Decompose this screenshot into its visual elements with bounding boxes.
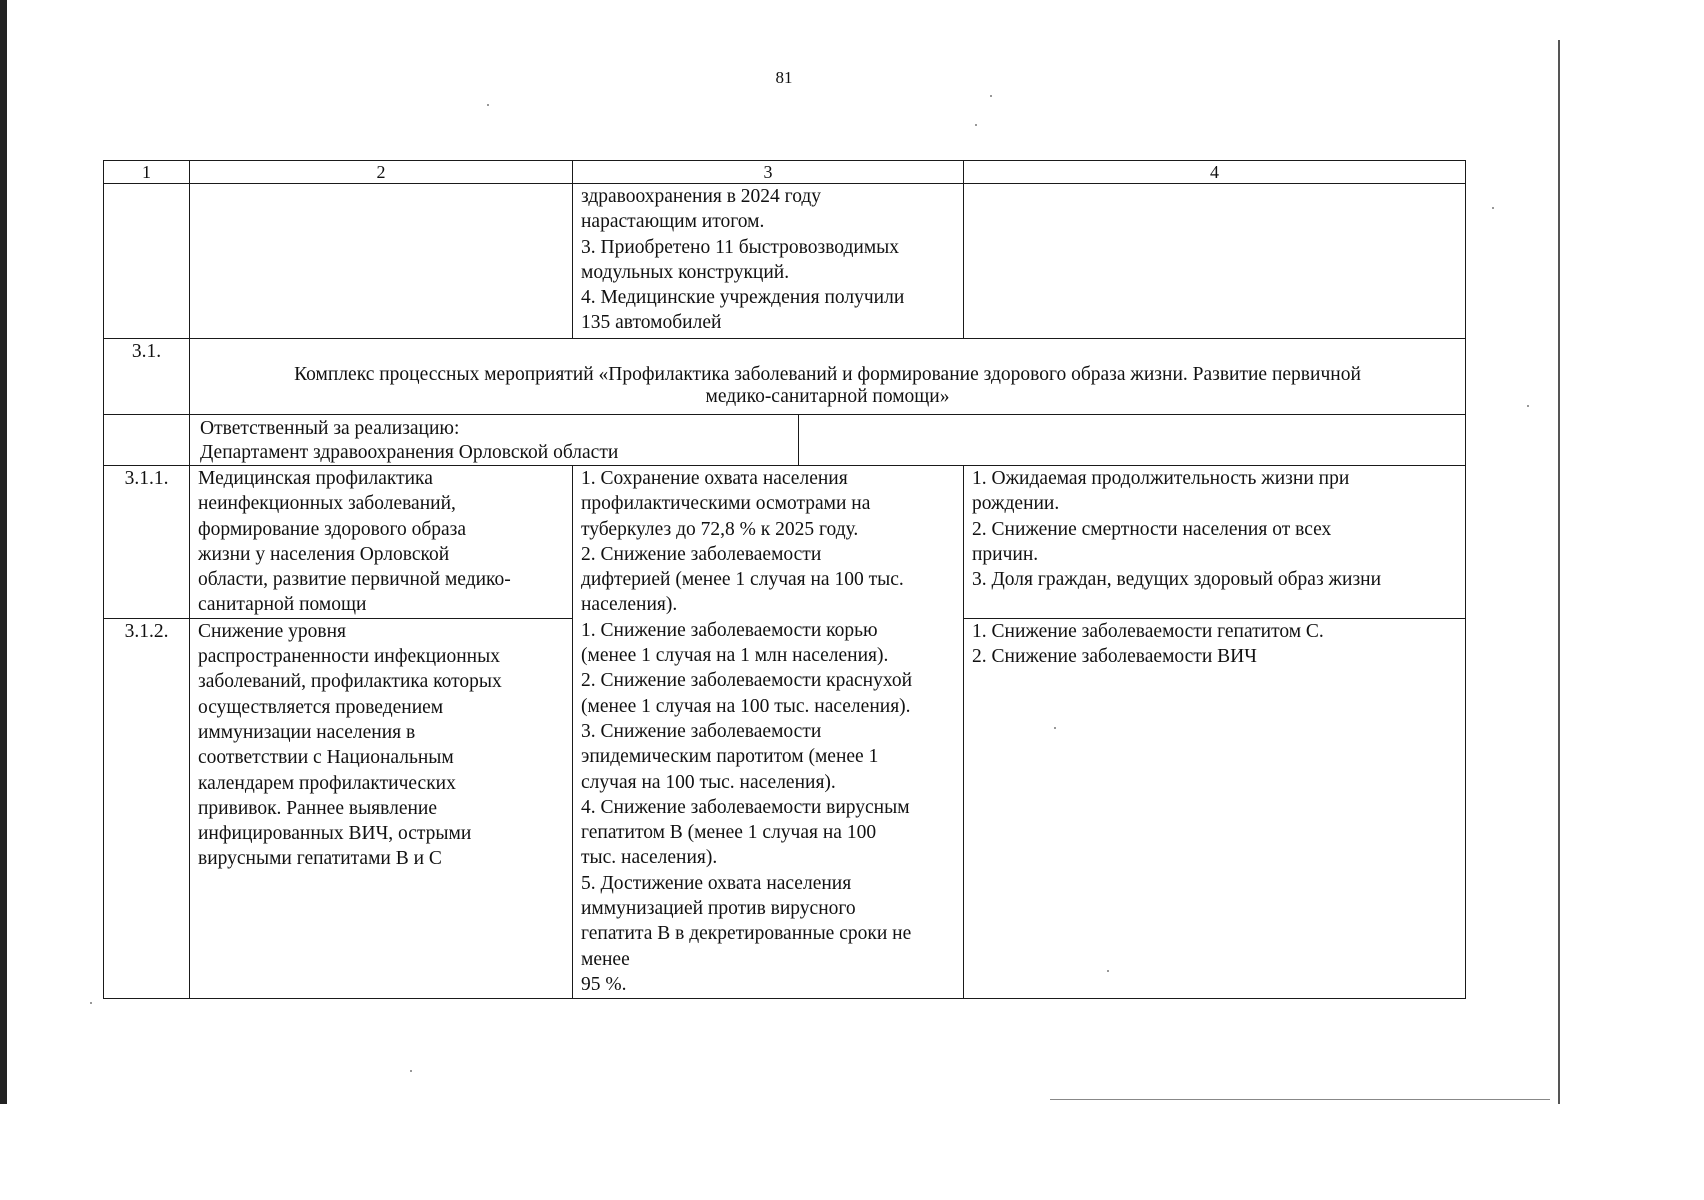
measures-table	[103, 160, 1466, 999]
text-line: дифтерией (менее 1 случая на 100 тыс.	[581, 569, 904, 591]
scan-speck	[990, 95, 992, 97]
scan-speck	[1527, 405, 1529, 407]
responsible-label	[190, 415, 799, 465]
row-number-3-1-2: 3.1.2.	[104, 618, 190, 998]
text-line: 5. Достижение охвата населения	[581, 872, 852, 894]
table-row-section	[104, 339, 1466, 415]
text-line: осуществляется проведением	[198, 696, 444, 718]
cell-continuation-name	[190, 184, 573, 339]
table-row-continuation	[104, 184, 1466, 339]
table-header-row	[104, 161, 1466, 184]
text-line: 4. Снижение заболеваемости вирусным	[581, 796, 910, 818]
text-line: 3. Приобретено 11 быстровозводимых	[581, 236, 900, 258]
text-line: менее	[581, 948, 630, 970]
responsible-line-1: Ответственный за реализацию:	[200, 418, 460, 439]
text-line: 95 %.	[581, 973, 627, 995]
text-line: вирусными гепатитами В и С	[198, 848, 442, 870]
text-line: гепатита В в декретированные сроки не	[581, 923, 912, 945]
cell-3-1-results-merged	[573, 466, 964, 999]
header-col-1: 1	[104, 161, 190, 184]
table-row-responsible	[104, 415, 1466, 466]
cell-3-1-1-indicators	[964, 466, 1466, 619]
scan-speck	[975, 124, 977, 126]
text-line: санитарной помощи	[198, 594, 367, 616]
text-line: соответствии с Национальным	[198, 747, 454, 769]
header-col-4: 4	[964, 161, 1466, 184]
text-line: 1. Ожидаемая продолжительность жизни при	[972, 468, 1350, 489]
scan-speck	[1492, 207, 1494, 209]
text-line: неинфекционных заболеваний,	[198, 493, 456, 515]
text-line: рождении.	[972, 493, 1060, 515]
table-row-3-1-1	[104, 466, 1466, 619]
cell-responsible-num	[104, 415, 190, 466]
text-line: Снижение уровня	[198, 620, 347, 642]
text-line: 2. Снижение смертности населения от всех	[972, 518, 1332, 540]
header-col-3: 3	[573, 161, 964, 184]
text-line: 1. Снижение заболеваемости корью	[581, 619, 878, 641]
cell-3-1-2-name	[190, 618, 573, 998]
text-line: 2. Снижение заболеваемости	[581, 543, 822, 565]
text-line: иммунизации населения в	[198, 721, 416, 743]
text-line: профилактическими осмотрами на	[581, 493, 871, 515]
text-line: гепатитом В (менее 1 случая на 100	[581, 822, 877, 844]
scan-speck	[487, 104, 489, 106]
text-line: нарастающим итогом.	[581, 211, 765, 233]
scan-edge-right	[1558, 40, 1560, 1104]
text-line: инфицированных ВИЧ, острыми	[198, 823, 472, 845]
text-line: здравоохранения в 2024 году	[581, 186, 822, 207]
cell-continuation-num	[104, 184, 190, 339]
text-line: (менее 1 случая на 1 млн населения).	[581, 645, 889, 667]
text-line: 1. Снижение заболеваемости гепатитом С.	[972, 620, 1324, 642]
cell-continuation-indicators	[964, 184, 1466, 339]
text-line: календарем профилактических	[198, 772, 456, 794]
section-title	[190, 339, 1466, 415]
cell-continuation-results	[573, 184, 964, 339]
text-line: 1. Сохранение охвата населения	[581, 468, 848, 489]
text-line: жизни у населения Орловской	[198, 543, 450, 565]
section-title-line-2: медико-санитарной помощи»	[705, 386, 950, 407]
text-line: причин.	[972, 543, 1039, 565]
text-line: случая на 100 тыс. населения).	[581, 771, 836, 793]
text-line: иммунизацией против вирусного	[581, 898, 856, 920]
text-line: формирование здорового образа	[198, 518, 467, 540]
row-number-3-1-1: 3.1.1.	[104, 466, 190, 619]
text-line: 3. Доля граждан, ведущих здоровый образ жизни	[972, 569, 1382, 591]
page-number: 81	[775, 68, 793, 87]
responsible-cell	[190, 415, 1466, 466]
scan-edge-bottom	[1050, 1099, 1550, 1100]
header-col-2: 2	[190, 161, 573, 184]
text-line: распространенности инфекционных	[198, 646, 500, 668]
responsible-line-2: Департамент здравоохранения Орловской области	[200, 442, 619, 463]
text-line: прививок. Раннее выявление	[198, 797, 438, 819]
cell-3-1-2-indicators	[964, 618, 1466, 998]
text-line: 135 автомобилей	[581, 312, 722, 334]
text-line: тыс. населения).	[581, 847, 718, 869]
cell-3-1-1-name	[190, 466, 573, 619]
text-line: (менее 1 случая на 100 тыс. населения).	[581, 695, 911, 717]
scan-edge-left	[0, 0, 7, 1104]
section-title-line-1: Комплекс процессных мероприятий «Профилактика заболеваний и формирование здорового образа жизни. Развитие первичной	[294, 364, 1361, 385]
text-line: эпидемическим паротитом (менее 1	[581, 746, 879, 768]
text-line: заболеваний, профилактика которых	[198, 671, 502, 693]
text-line: области, развитие первичной медико-	[198, 569, 511, 591]
text-line: модульных конструкций.	[581, 261, 790, 283]
section-number: 3.1.	[104, 339, 190, 415]
text-line: 2. Снижение заболеваемости ВИЧ	[972, 646, 1257, 668]
scan-speck	[90, 1002, 92, 1004]
text-line: туберкулез до 72,8 % к 2025 году.	[581, 518, 859, 540]
text-line: 4. Медицинские учреждения получили	[581, 287, 905, 309]
text-line: 2. Снижение заболеваемости краснухой	[581, 670, 913, 692]
text-line: населения).	[581, 594, 678, 616]
scan-speck	[410, 1070, 412, 1072]
text-line: Медицинская профилактика	[198, 468, 433, 489]
text-line: 3. Снижение заболеваемости	[581, 720, 822, 742]
